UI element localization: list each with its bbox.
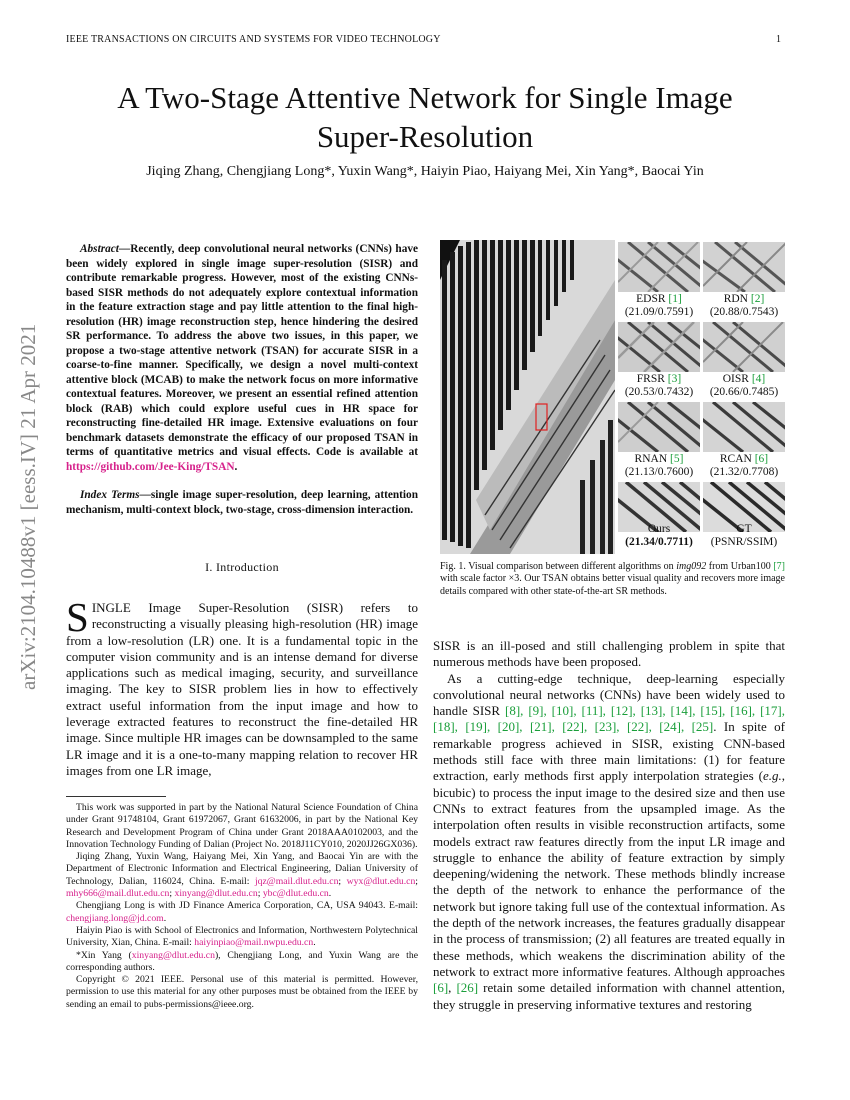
- footnote-affiliation-jd: Chengjiang Long is with JD Finance America Corporation, CA, USA 94043. E-mail: chengjiang.long@jd.com.: [66, 900, 418, 924]
- caption-image-name: img092: [676, 561, 707, 572]
- tile-edsr: [618, 242, 700, 292]
- footnote-corresponding: [66, 950, 418, 975]
- abstract-label: Abstract: [80, 243, 119, 255]
- caption-text: Fig. 1. Visual comparison between different algorithms on: [440, 561, 677, 572]
- caption-oisr: [703, 373, 785, 399]
- author-list: Jiqing Zhang, Chengjiang Long*, Yuxin Wang*, Haiyin Piao, Haiyang Mei, Xin Yang*, Baocai Yin: [146, 164, 704, 179]
- footnote-text: *Xin Yang (: [76, 949, 132, 961]
- index-terms-text: —single image super-resolution, deep learning, attention mechanism, multi-context block, two-stage, cross-dimension interaction.: [66, 489, 418, 516]
- method-citation[interactable]: [5]: [670, 453, 684, 465]
- footnote-text: Jiqing Zhang, Yuxin Wang, Haiyang Mei, Xin Yang, and Baocai Yin are with the Department of Electronic Information and Electrical Engineering, Dalian University of Technology, Dalian, 116024, China. E-mail:: [66, 851, 418, 887]
- abstract: [66, 242, 418, 474]
- caption-frsr: [618, 373, 700, 399]
- email-link[interactable]: chengjiang.long@jd.com: [66, 912, 164, 924]
- method-score: (20.88/0.7543): [709, 306, 779, 318]
- paragraph-text: As a cutting-edge technique, deep-learning especially convolutional neural networks (CNNs) have been widely used to handle SISR: [433, 670, 785, 719]
- citation-list[interactable]: [8], [9], [10], [11], [12], [13], [14], [15], [16], [17], [18], [19], [20], [21], [22], [23], [22], [24], [25]: [433, 703, 785, 735]
- drop-cap: S: [66, 594, 89, 640]
- method-name: RDN: [723, 293, 748, 305]
- tile-oisr: [703, 322, 785, 372]
- footnote-affiliation-dlut: Jiqing Zhang, Yuxin Wang, Haiyang Mei, Xin Yang, and Baocai Yin are with the Department of Electronic Information and Electrical Engineering, Dalian University of Technology, Dalian, 116024, China. E-mail: jqz@mail.dlut.edu.cn; wyx@dlut.edu.cn; mhy666@mail.dlut.edu.cn; xinyang@dlut.edu.cn; ybc@dlut.edu.cn.: [66, 851, 418, 900]
- method-score: (21.32/0.7708): [709, 466, 779, 478]
- footnote-funding: This work was supported in part by the National Natural Science Foundation of China under Grant 91748104, Grant 61972067, Grant 61632006, in part by the National Key Research and Development Program of China under Grant 2018AAA0102003, and the Innovation Technology Funding of Dalian (Project No. 2018J11CY010, 2020JJ26GX036).: [66, 802, 418, 850]
- caption-edsr: [618, 293, 700, 319]
- comparison-grid: [618, 240, 785, 554]
- caption-rdn: [703, 293, 785, 319]
- method-score: (PSNR/SSIM): [710, 536, 778, 548]
- section-heading-introduction: I. Introduction: [205, 560, 279, 574]
- footnotes: [66, 802, 418, 1011]
- method-citation[interactable]: [1]: [668, 293, 682, 305]
- method-name: OISR: [722, 373, 749, 385]
- figure-1: [440, 240, 785, 554]
- email-link[interactable]: wyx@dlut.edu.cn: [346, 875, 416, 887]
- introduction-paragraph: [66, 594, 418, 779]
- paragraph-text: , bicubic) to process the input image to the desired size and then use CNNs to extract features from the upsampled image. As the interpolation often results in visible reconstruction artifacts, some models extract raw features directly from the input LR image and struggle to enhance the ability of feature extraction by simply deepening/widening the network. These methods blindly increase the depth of the network to enhance the performance of the network but ignore taking full use of the contextual information. As the depth of the network increases, the features gradually disappear in the process of transmission; (2) all features are treated equally in these methods, which weakens the discrimination ability of the network to extract more informative features. Although approaches: [433, 768, 786, 979]
- method-name: FRSR: [636, 373, 665, 385]
- right-column-text: [433, 638, 785, 1013]
- tile-rdn: [703, 242, 785, 292]
- running-header: IEEE TRANSACTIONS ON CIRCUITS AND SYSTEMS FOR VIDEO TECHNOLOGY: [66, 34, 441, 45]
- method-citation[interactable]: [2]: [750, 293, 765, 305]
- method-score: (21.09/0.7591): [624, 306, 694, 318]
- footnote-text: Chengjiang Long is with JD Finance America Corporation, CA, USA 94043. E-mail:: [76, 900, 418, 912]
- method-name: EDSR: [636, 293, 666, 305]
- citation[interactable]: [26]: [456, 980, 479, 996]
- email-link[interactable]: ybc@dlut.edu.cn: [262, 888, 329, 900]
- email-link[interactable]: mhy666@mail.dlut.edu.cn: [66, 888, 170, 900]
- index-terms-label: Index Terms: [80, 489, 140, 501]
- abstract-text: —Recently, deep convolutional neural networks (CNNs) have been widely explored in single image super-resolution (SISR) and contribute remarkable progress. However, most of the existing CNNs-based SISR methods do not adequately explore contextual information in the feature extraction stage and pay little attention to the final high-resolution (HR) image reconstruction step, hence hindering the desired SR performance. To address the above two issues, in this paper, we propose a two-stage attentive network (TSAN) for accurate SISR in a coarse-to-fine manner. Specifically, we design a novel multi-context attentive block (MCAB) to make the network focus on more informative contextual features. Moreover, we present an essential refined attention block (RAB) which could explore useful cues in HR space for reconstructing fine-detailed HR image. Extensive evaluations on four benchmark datasets demonstrate the efficacy of our proposed TSAN in terms of quantitative metrics and visual effects. Code is available at: [66, 243, 418, 458]
- method-score: (21.13/0.7600): [624, 466, 694, 478]
- arxiv-stamp: arXiv:2104.10488v1 [eess.IV] 21 Apr 2021: [16, 323, 40, 690]
- paragraph: [433, 671, 785, 1013]
- building-facade-image: [440, 240, 615, 554]
- caption-rnan: [618, 453, 700, 479]
- paragraph-text: ,: [448, 980, 452, 996]
- paragraph: SISR is an ill-posed and still challenging problem in spite that numerous methods have been proposed.: [433, 638, 785, 670]
- email-link[interactable]: xinyang@dlut.edu.cn: [131, 949, 215, 961]
- email-link[interactable]: haiyinpiao@mail.nwpu.edu.cn: [194, 937, 314, 949]
- title-line-2: Super-Resolution: [316, 119, 534, 154]
- caption-ours: [618, 523, 700, 549]
- footnote-rule: [66, 796, 166, 797]
- caption-citation[interactable]: [7]: [773, 561, 786, 572]
- footnote-affiliation-nwpu: Haiyin Piao is with School of Electronics and Information, Northwestern Polytechnical University, Xian, China. E-mail: haiyinpiao@mail.nwpu.edu.cn.: [66, 924, 418, 949]
- method-citation[interactable]: [3]: [667, 373, 682, 385]
- method-citation[interactable]: [6]: [754, 453, 769, 465]
- paper-title: [60, 78, 790, 156]
- code-link[interactable]: https://github.com/Jee-King/TSAN: [66, 460, 235, 473]
- email-link[interactable]: xinyang@dlut.edu.cn: [174, 888, 258, 900]
- footnote-text: Haiyin Piao is with School of Electronics and Information, Northwestern Polytechnical University, Xian, China. E-mail:: [66, 924, 418, 949]
- page-number: 1: [776, 34, 781, 45]
- method-name: GT: [736, 523, 752, 535]
- paragraph-text: e.g.: [762, 768, 782, 784]
- footnote-text: ), Chengjiang Long, and Yuxin Wang are the corresponding authors.: [66, 949, 418, 973]
- method-name: RCAN: [719, 453, 752, 465]
- abstract-end: .: [234, 460, 238, 473]
- caption-text: from Urban100: [706, 561, 774, 572]
- introduction-text: INGLE Image Super-Resolution (SISR) refers to reconstructing a visually pleasing high-resolution (HR) image from a low-resolution (LR) one. It is a fundamental topic in the computer vision community and is an intense demand for diverse applications such as medical imaging, security, and surveillance imaging. The key to SISR problem lies in how to effectively extract useful information from the input image and how to leverage extracted features to reconstruct the fine-detailed HR image. Since multiple HR images can be downsampled to the same LR image and it is a one-to-many mapping relation to recover HR images from one LR image,: [66, 600, 418, 778]
- tile-rcan: [703, 402, 785, 452]
- caption-text: with scale factor ×3. Our TSAN obtains better visual quality and recovers more image details compared with other state-of-the-art SR methods.: [440, 573, 785, 597]
- paragraph-text: retain some detailed information with channel attention, they struggle in preserving informative textures and restoring: [433, 980, 786, 1012]
- method-name: RNAN: [634, 453, 668, 465]
- footnote-copyright: Copyright © 2021 IEEE. Personal use of this material is permitted. However, permission to use this material for any other purposes must be obtained from the IEEE by sending an email to pubs-permissions@ieee.org.: [66, 974, 418, 1010]
- citation[interactable]: [6]: [433, 980, 449, 996]
- method-score: (20.66/0.7485): [709, 386, 779, 398]
- method-score: (21.34/0.7711): [625, 536, 693, 548]
- method-score: (20.53/0.7432): [624, 386, 694, 398]
- method-citation[interactable]: [4]: [751, 373, 766, 385]
- tile-rnan: [618, 402, 700, 452]
- tile-frsr: [618, 322, 700, 372]
- caption-gt: [703, 523, 785, 549]
- caption-rcan: [703, 453, 785, 479]
- figure-1-caption: [440, 561, 785, 598]
- building-facade-drawing: [440, 240, 615, 554]
- paragraph-text: . In spite of remarkable progress achieved in SISR, existing CNN-based methods still face with three main limitations: (1) for feature extraction, early methods first apply interpolation strategies (: [433, 719, 785, 784]
- index-terms: [66, 488, 418, 517]
- method-name: Ours: [647, 523, 671, 535]
- title-line-1: A Two-Stage Attentive Network for Single Image: [117, 80, 733, 115]
- email-link[interactable]: jqz@mail.dlut.edu.cn: [254, 875, 339, 887]
